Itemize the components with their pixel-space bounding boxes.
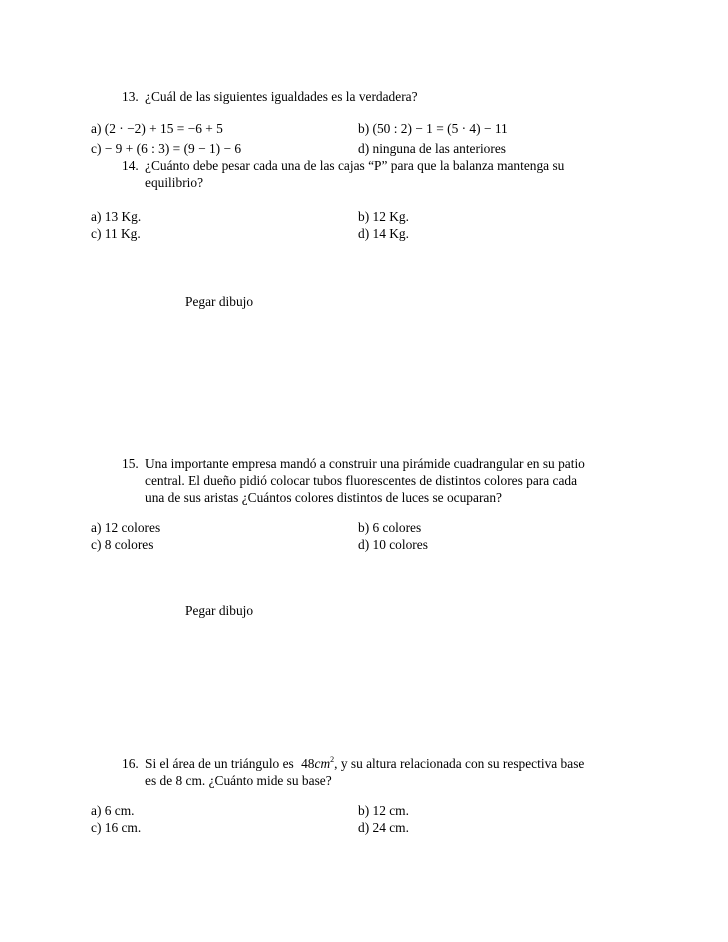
q13-text: ¿Cuál de las siguientes igualdades es la verdadera?: [145, 89, 418, 104]
q13-option-a: [91, 121, 223, 137]
q16-option-d: d) 24 cm.: [358, 820, 409, 835]
q13-option-b-expr: (50 : 2) − 1 = (5 · 4) − 11: [372, 121, 508, 136]
q14-text-line2: equilibrio?: [145, 175, 204, 190]
q13-option-b: [358, 121, 508, 137]
q16-option-a: a) 6 cm.: [91, 803, 135, 818]
q14-text-line1: ¿Cuánto debe pesar cada una de las cajas “P” para que la balanza mantenga su: [145, 158, 565, 173]
q13-option-a-expr: (2 · −2) + 15 = −6 + 5: [104, 121, 223, 136]
q15-text-line1: Una importante empresa mandó a construir una pirámide cuadrangular en su patio: [145, 456, 585, 471]
q16-prompt: [122, 756, 584, 772]
q13-option-c-label: c): [91, 141, 102, 156]
q14-option-d: d) 14 Kg.: [358, 226, 409, 241]
q15-paste-image-placeholder: Pegar dibujo: [185, 603, 254, 618]
q15-option-d: d) 10 colores: [358, 537, 428, 552]
q13-option-d: d) ninguna de las anteriores: [358, 141, 506, 156]
q16-text-line2: es de 8 cm. ¿Cuánto mide su base?: [145, 773, 332, 788]
q15-option-a: a) 12 colores: [91, 520, 161, 535]
q13-option-c-expr: − 9 + (6 : 3) = (9 − 1) − 6: [104, 141, 242, 156]
q15-text-line3: una de sus aristas ¿Cuántos colores distintos de luces se ocuparan?: [145, 490, 502, 505]
q15-option-c: c) 8 colores: [91, 537, 154, 552]
q13-option-c: [91, 141, 241, 157]
q14-option-b: b) 12 Kg.: [358, 209, 409, 224]
q14-option-a: a) 13 Kg.: [91, 209, 142, 224]
q14-option-c: c) 11 Kg.: [91, 226, 141, 241]
q15-text-line2: central. El dueño pidió colocar tubos fluorescentes de distintos colores para cada: [145, 473, 578, 488]
q15-prompt: [122, 456, 585, 472]
q15-option-b: b) 6 colores: [358, 520, 422, 535]
q14-prompt: [122, 158, 564, 174]
q13-number: 13.: [122, 89, 139, 104]
q16-option-c: c) 16 cm.: [91, 820, 142, 835]
q16-number: 16.: [122, 756, 139, 771]
q16-area-exponent: 2: [330, 755, 335, 764]
q16-area-unit: cm: [314, 756, 331, 771]
q14-number: 14.: [122, 158, 139, 173]
q16-text-line1-start: Si el área de un triángulo es: [145, 756, 294, 771]
q13-option-b-label: b): [358, 121, 370, 136]
q16-option-b: b) 12 cm.: [358, 803, 409, 818]
q16-text-line1-end: , y su altura relacionada con su respectiva base: [334, 756, 585, 771]
q15-number: 15.: [122, 456, 139, 471]
q13-prompt: [122, 89, 418, 105]
q14-paste-image-placeholder: Pegar dibujo: [185, 294, 254, 309]
q13-option-a-label: a): [91, 121, 102, 136]
q16-area-value: 48: [301, 756, 315, 771]
q16-area-formula: [301, 756, 334, 771]
